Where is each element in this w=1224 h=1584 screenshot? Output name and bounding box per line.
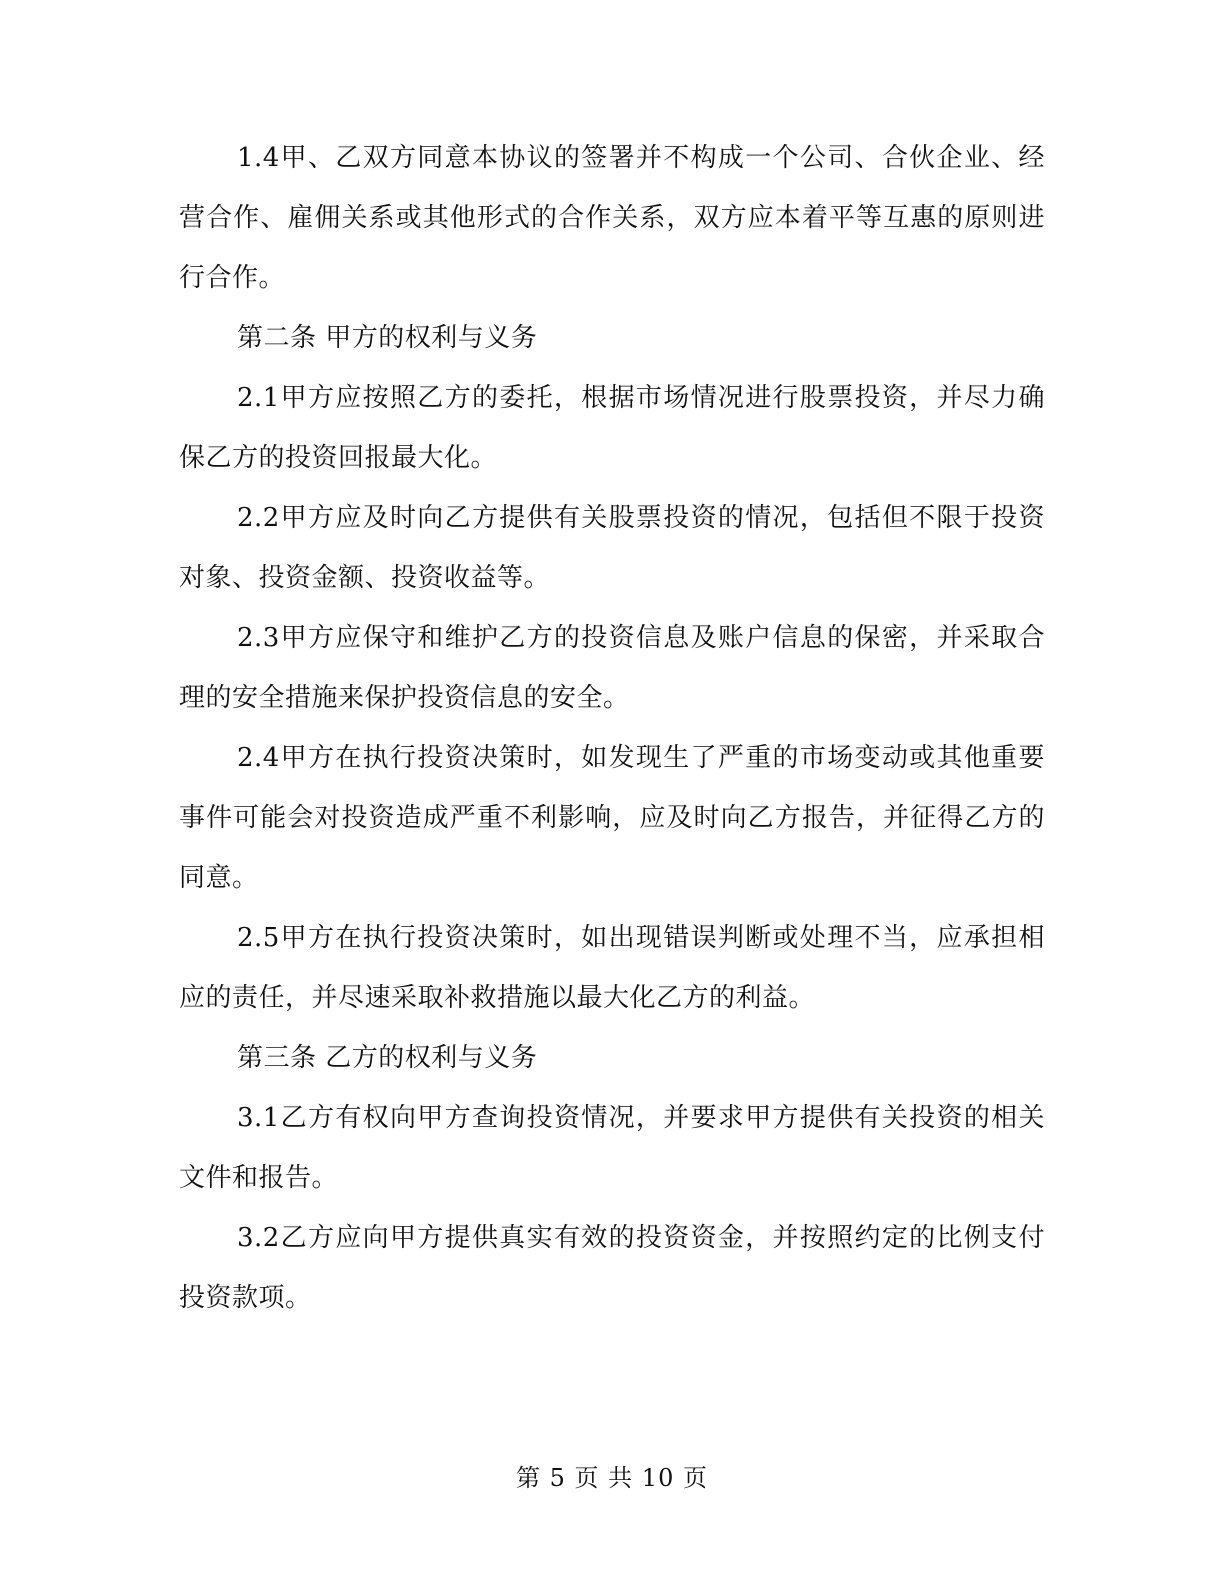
clause-2-5: 2.5甲方在执行投资决策时，如出现错误判断或处理不当，应承担相应的责任，并尽速采取补救措施以最大化乙方的利益。	[179, 923, 1045, 1013]
clause-2-2: 2.2甲方应及时向乙方提供有关股票投资的情况，包括但不限于投资对象、投资金额、投资收益等。	[179, 503, 1045, 593]
clause-2-3: 2.3甲方应保守和维护乙方的投资信息及账户信息的保密，并采取合理的安全措施来保护投资信息的安全。	[179, 623, 1045, 713]
clause-3-1: 3.1乙方有权向甲方查询投资情况，并要求甲方提供有关投资的相关文件和报告。	[179, 1103, 1045, 1193]
clause-2-4: 2.4甲方在执行投资决策时，如发现生了严重的市场变动或其他重要事件可能会对投资造成严重不利影响，应及时向乙方报告，并征得乙方的同意。	[179, 743, 1045, 893]
clause-1-4: 1.4甲、乙双方同意本协议的签署并不构成一个公司、合伙企业、经营合作、雇佣关系或其他形式的合作关系，双方应本着平等互惠的原则进行合作。	[179, 143, 1045, 293]
article-2-heading: 第二条 甲方的权利与义务	[237, 323, 538, 353]
clause-2-1: 2.1甲方应按照乙方的委托，根据市场情况进行股票投资，并尽力确保乙方的投资回报最大化。	[179, 383, 1045, 473]
clause-3-2: 3.2乙方应向甲方提供真实有效的投资资金，并按照约定的比例支付投资款项。	[179, 1223, 1045, 1313]
article-3-heading: 第三条 乙方的权利与义务	[237, 1043, 538, 1073]
page-number-footer: 第 5 页 共 10 页	[516, 1464, 708, 1492]
document-body	[179, 128, 1045, 1328]
